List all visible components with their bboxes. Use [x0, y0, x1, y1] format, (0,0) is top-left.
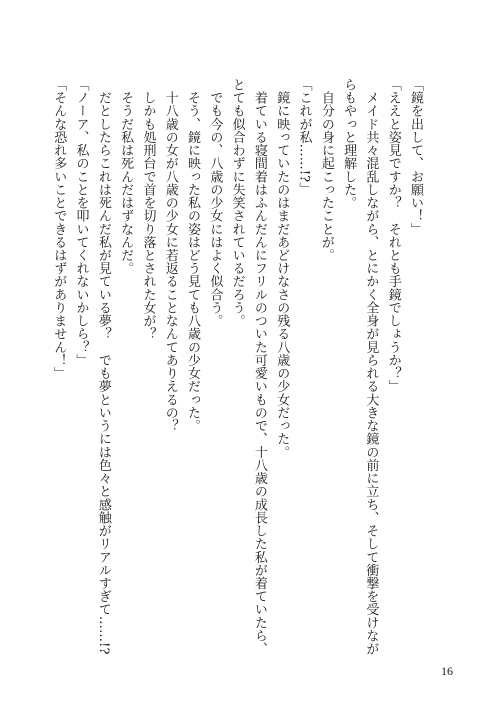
text-line-16: 「ノーア、私のことを叩いてくれないかしら？」: [73, 78, 89, 367]
text-line-11: そう、鏡に映った私の姿はどう見ても八歳の少女だった。: [185, 78, 201, 433]
page-number: 16: [441, 664, 453, 678]
text-line-13: しかも処刑台で首を切り落とされた女が？: [140, 78, 156, 341]
text-line-1: 「鏡を出して、お願い！」: [408, 78, 423, 236]
body-text: [47, 78, 426, 656]
text-line-3: メイド共々混乱しながら、とにかく全身が見られる大きな鏡の前に立ち、そして衝撃を受けなが: [363, 78, 379, 656]
text-line-5: 自分の身に起こったことが。: [318, 78, 334, 262]
text-line-15: だとしたらこれは死んだ私が見ている夢？ でも夢というには色々と感触がリアルすぎて……!?: [95, 78, 111, 655]
text-line-12: 十八歳の女が八歳の少女に若返ることなんてありえるの？: [162, 78, 178, 433]
text-line-10: でも今の、八歳の少女にはよく似合う。: [207, 78, 223, 328]
text-line-2: 「ええと姿見ですか？ それとも手鏡でしょうか？」: [385, 78, 401, 393]
text-line-14: そうだ私は死んだはずなんだ。: [118, 78, 134, 275]
text-line-4: らもやっと理解した。: [341, 78, 357, 210]
text-line-8: 着ている寝間着はふんだんにフリルのついた可愛いもので、十八歳の成長した私が着ていたら、: [251, 78, 267, 656]
text-line-9: とても似合わずに失笑されているだろう。: [229, 78, 245, 328]
text-line-6: 「これが私……!?」: [296, 78, 312, 196]
text-line-17: 「そんな恐れ多いことできるはずがありません！」: [51, 78, 67, 380]
text-line-7: 鏡に映っていたのはまだあどけなさの残る八歳の少女だった。: [274, 78, 290, 459]
